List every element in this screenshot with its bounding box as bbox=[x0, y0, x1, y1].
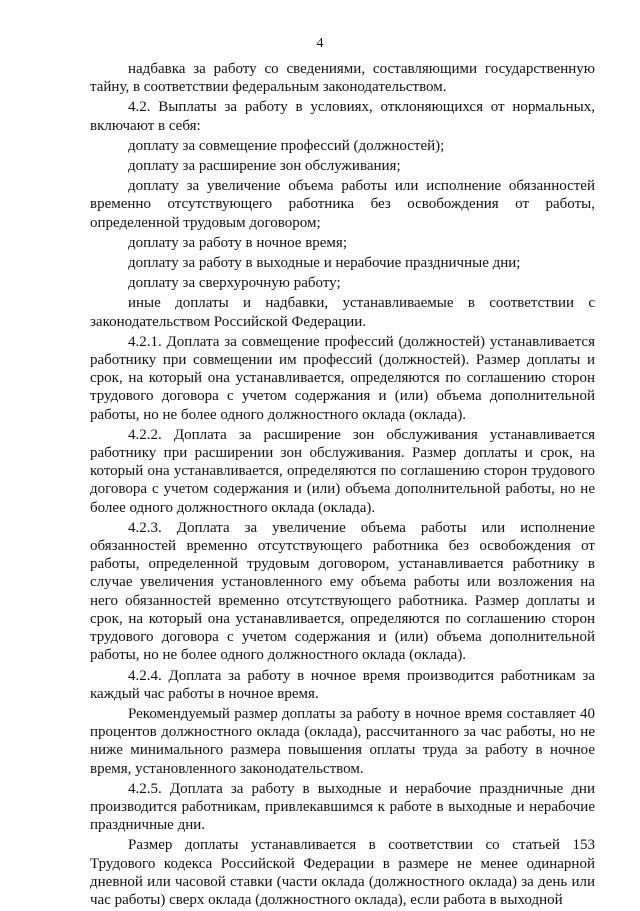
paragraph-4-2: 4.2. Выплаты за работу в условиях, отклоняющихся от нормальных, включают в себя: bbox=[90, 99, 595, 134]
paragraph-4-2-5: 4.2.5. Доплата за работу в выходные и нерабочие праздничные дни производится работникам, привлекавшимся к работе в выходные и нерабочие праздничные дни. bbox=[90, 780, 595, 834]
paragraph-night-rate: Рекомендуемый размер доплаты за работу в ночное время составляет 40 процентов должностного оклада (оклада), рассчитанного за час работы, но не ниже минимального размера повышения оплаты труда за работу в ночное время, установленного законодательством. bbox=[90, 705, 595, 777]
paragraph-secrecy-allowance: надбавка за работу со сведениями, составляющими государственную тайну, в соответствии федеральным законодательством. bbox=[90, 61, 595, 96]
paragraph-holiday-rate: Размер доплаты устанавливается в соответствии со статьей 153 Трудового кодекса Российской Федерации в размере не менее одинарной дневной или часовой ставки (части оклада (должностного оклада) за день или час работы) сверх оклада (должностного оклада), если работа в выходной bbox=[90, 837, 595, 908]
list-item-service-zones: доплату за расширение зон обслуживания; bbox=[128, 158, 401, 175]
list-item-overtime: доплату за сверхурочную работу; bbox=[128, 275, 341, 292]
list-item-increased-workload: доплату за увеличение объема работы или исполнение обязанностей временно отсутствующего работника без освобождения от работы, определенной трудовым договором; bbox=[90, 178, 595, 231]
list-item-night-work: доплату за работу в ночное время; bbox=[128, 234, 347, 251]
page-number: 4 bbox=[316, 36, 324, 51]
list-item-holiday-work: доплату за работу в выходные и нерабочие праздничные дни; bbox=[128, 255, 521, 272]
paragraph-4-2-3: 4.2.3. Доплата за увеличение объема работы или исполнение обязанностей временно отсутствующего работника без освобождения от работы, определенной трудовым договором, устанавливается работнику в случае увеличения установленного ему объема работы или возложения на него обязанностей временно отсутствующего работника. Размер доплаты и срок, на который она устанавливается, определяются по соглашению сторон трудового договора с учетом содержания и (или) объема дополнительной работы, но не более одного должностного оклада (оклада). bbox=[90, 519, 595, 664]
list-item-other-allowances: иные доплаты и надбавки, устанавливаемые в соответствии с законодательством Российской Федерации. bbox=[90, 295, 595, 330]
paragraph-4-2-4: 4.2.4. Доплата за работу в ночное время производится работникам за каждый час работы в ночное время. bbox=[90, 667, 595, 702]
paragraph-4-2-1: 4.2.1. Доплата за совмещение профессий (должностей) устанавливается работнику при совмещении им профессий (должностей). Размер доплаты и срок, на который она устанавливается, определяются по соглашению сторон трудового договора с учетом содержания и (или) объема дополнительной работы, но не более одного должностного оклада (оклада). bbox=[90, 333, 595, 423]
list-item-combined-professions: доплату за совмещение профессий (должностей); bbox=[128, 137, 445, 154]
paragraph-4-2-2: 4.2.2. Доплата за расширение зон обслуживания устанавливается работнику при расширении зон обслуживания. Размер доплаты и срок, на который она устанавливается, определяются по соглашению сторон трудового договора с учетом содержания и (или) объема дополнительной работы, но не более одного должностного оклада (оклада). bbox=[90, 426, 595, 516]
document-body bbox=[90, 60, 595, 911]
